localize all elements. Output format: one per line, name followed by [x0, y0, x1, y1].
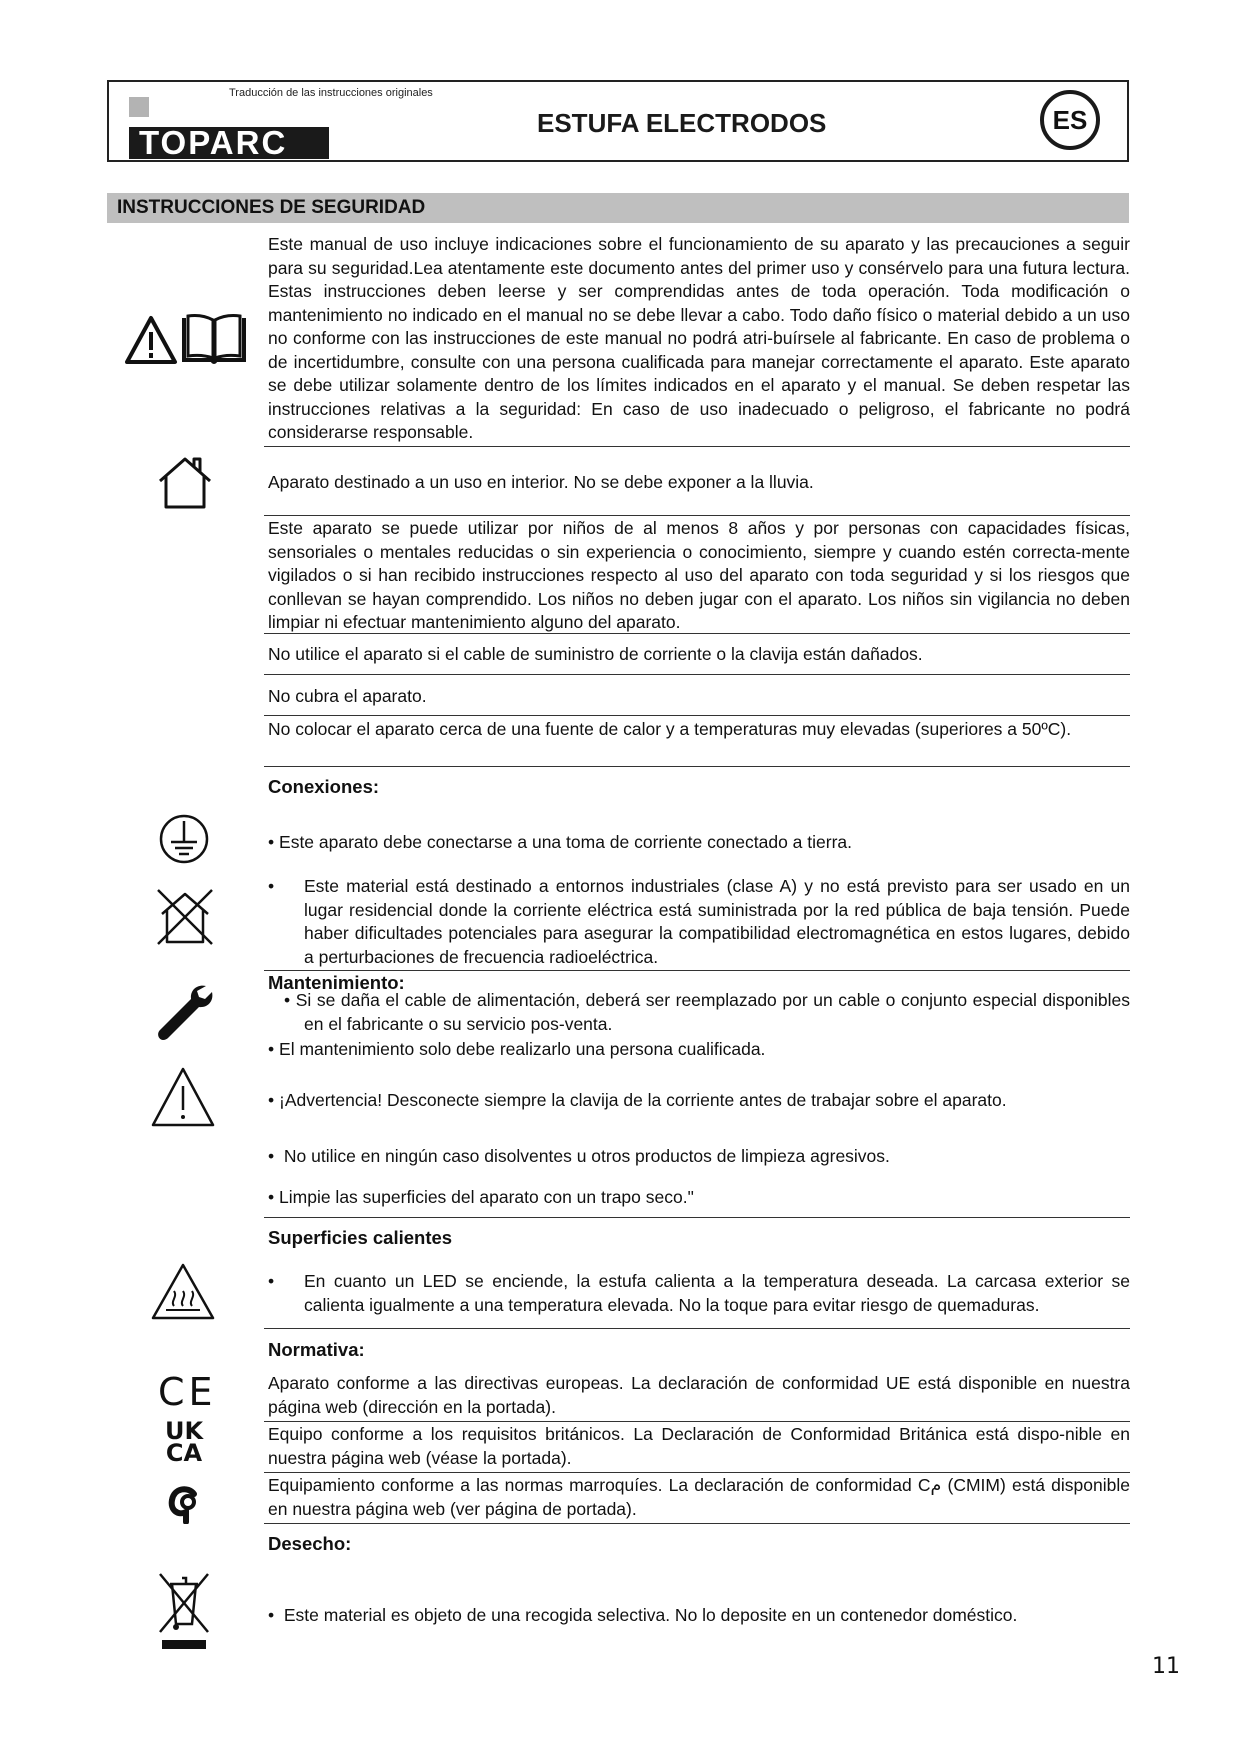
intro-paragraph: Este manual de uso incluye indicaciones sobre el funcionamiento de su aparato y las precauciones a seguir para su seguridad.Lea atentamente este documento antes del primer uso y consérvelo para una futura lectura. Estas instrucciones deben leerse y ser comprendidas antes de toda operación. Toda modificación o mantenimiento no indicado en el manual no se debe llevar a cabo. Todo daño físico o material debido a un uso no conforme con las instrucciones de este manual no podrá atri-buírsele al fabricante. En caso de problema o de incertidumbre, consulte con una persona cualificada para manejar correctamente el aparato. Este aparato se debe utilizar solamente dentro de los límites indicados en el aparato y el manual. Se deben respetar las instrucciones relativas a la seguridad: En caso de uso inadecuado o peligroso, el fabricante no podrá considerarse responsable.: [268, 234, 1130, 442]
divider: [264, 1421, 1130, 1422]
ukca-top-text: UK: [164, 1417, 204, 1445]
wrench-icon: [150, 982, 216, 1048]
page-number: 11: [1152, 1654, 1180, 1679]
heat-source-text: No colocar el aparato cerca de una fuente de calor y a temperaturas muy elevadas (superiores a 50ºC).: [268, 719, 1072, 739]
ukca-bottom-text: CA: [165, 1439, 203, 1467]
earth-connection-item: • Este aparato debe conectarse a una toma de corriente conectado a tierra.: [268, 832, 853, 852]
divider: [264, 970, 1130, 971]
no-solvents-item: • No utilice en ningún caso disolventes u otros productos de limpieza agresivos.: [268, 1146, 890, 1166]
no-residential-icon: [154, 886, 216, 948]
connections-heading: Conexiones:: [268, 776, 380, 797]
crossed-bin-icon: [156, 1570, 212, 1650]
warning-triangle-icon: [150, 1066, 216, 1128]
selective-collection-item: • Este material es objeto de una recogida selectiva. No lo deposite en un contenedor doméstico.: [268, 1605, 1018, 1625]
divider: [264, 766, 1130, 767]
disposal-heading: Desecho:: [268, 1533, 352, 1554]
indoor-use-text: Aparato destinado a un uso en interior. No se debe exponer a la lluvia.: [268, 472, 814, 492]
earth-ground-icon: [158, 813, 210, 865]
divider: [264, 1328, 1130, 1329]
cmim-conformity-text: Equipamiento conforme a las normas marroquíes. La declaración de conformidad Cم (CMIM) está disponible en nuestra página web (ver página de portada).: [268, 1475, 1130, 1519]
divider: [264, 633, 1130, 634]
unplug-warning-item: • ¡Advertencia! Desconecte siempre la clavija de la corriente antes de trabajar sobre el aparato.: [268, 1090, 1007, 1110]
divider: [264, 1217, 1130, 1218]
cover-text: No cubra el aparato.: [268, 686, 427, 706]
children-paragraph: Este aparato se puede utilizar por niños de al menos 8 años y por personas con capacidades físicas, sensoriales o mentales reducidas o sin experiencia o conocimiento, siempre y cuando estén correcta-mente vigilados o si han recibido instrucciones respecto al uso del aparato con toda seguridad y si los riesgos que conllevan se hayan comprendido. Los niños no deben jugar con el aparato. Los niños sin vigilancia no deben limpiar ni efectuar mantenimiento alguno del aparato.: [268, 518, 1130, 632]
divider: [264, 515, 1130, 516]
ce-conformity-text: Aparato conforme a las directivas europeas. La declaración de conformidad UE está disponible en nuestra página web (dirección en la portada).: [268, 1373, 1130, 1417]
standards-heading: Normativa:: [268, 1339, 365, 1360]
logo-text: TOPARC: [129, 127, 329, 159]
translation-note: Traducción de las instrucciones originales: [229, 87, 433, 99]
document-title: ESTUFA ELECTRODOS: [537, 108, 827, 138]
divider: [264, 1472, 1130, 1473]
indoor-house-icon: [154, 455, 216, 511]
divider: [264, 446, 1130, 447]
hot-surfaces-heading: Superficies calientes: [268, 1227, 453, 1248]
read-manual-warning-icon: [124, 312, 246, 366]
maintenance-heading: Mantenimiento:: [268, 972, 405, 993]
language-badge: ES: [1040, 90, 1100, 150]
emc-class-a-item: • Este material está destinado a entornos industriales (clase A) y no está previsto para ser usado en un lugar residencial donde la corriente eléctrica está suministrada por la red pública de baja tensión. Puede haber dificultades potenciales para asegurar la compatibilidad electromagnética en estos lugares, debido a perturbaciones de frecuencia radioeléctrica.: [268, 876, 1130, 967]
ce-mark-icon: CE: [158, 1370, 217, 1414]
cable-replacement-item: • Si se daña el cable de alimentación, deberá ser reemplazado por un cable o conjunto especial disponibles en el fabricante o su servicio pos-venta.: [284, 990, 1130, 1034]
divider: [264, 1523, 1130, 1524]
cmim-mark-icon: [166, 1484, 202, 1524]
hot-surface-icon: [150, 1262, 216, 1322]
toparc-logo: [129, 97, 341, 159]
divider: [264, 674, 1130, 675]
ukca-conformity-text: Equipo conforme a los requisitos británicos. La Declaración de Conformidad Británica está dispo-nible en nuestra página web (véase la portada).: [268, 1424, 1130, 1468]
dry-cloth-item: • Limpie las superficies del aparato con un trapo seco.": [268, 1187, 694, 1207]
qualified-person-item: • El mantenimiento solo debe realizarlo una persona cualificada.: [268, 1039, 766, 1059]
ukca-mark-icon: [164, 1417, 204, 1467]
page-header: [107, 80, 1129, 162]
section-title: INSTRUCCIONES DE SEGURIDAD: [107, 193, 1129, 223]
hot-surface-item: • En cuanto un LED se enciende, la estufa calienta a la temperatura deseada. La carcasa exterior se calienta igualmente a una temperatura elevada. No la toque para evitar riesgo de quemaduras.: [268, 1271, 1130, 1315]
divider: [264, 715, 1130, 716]
cable-damage-text: No utilice el aparato si el cable de suministro de corriente o la clavija están dañados.: [268, 644, 923, 664]
